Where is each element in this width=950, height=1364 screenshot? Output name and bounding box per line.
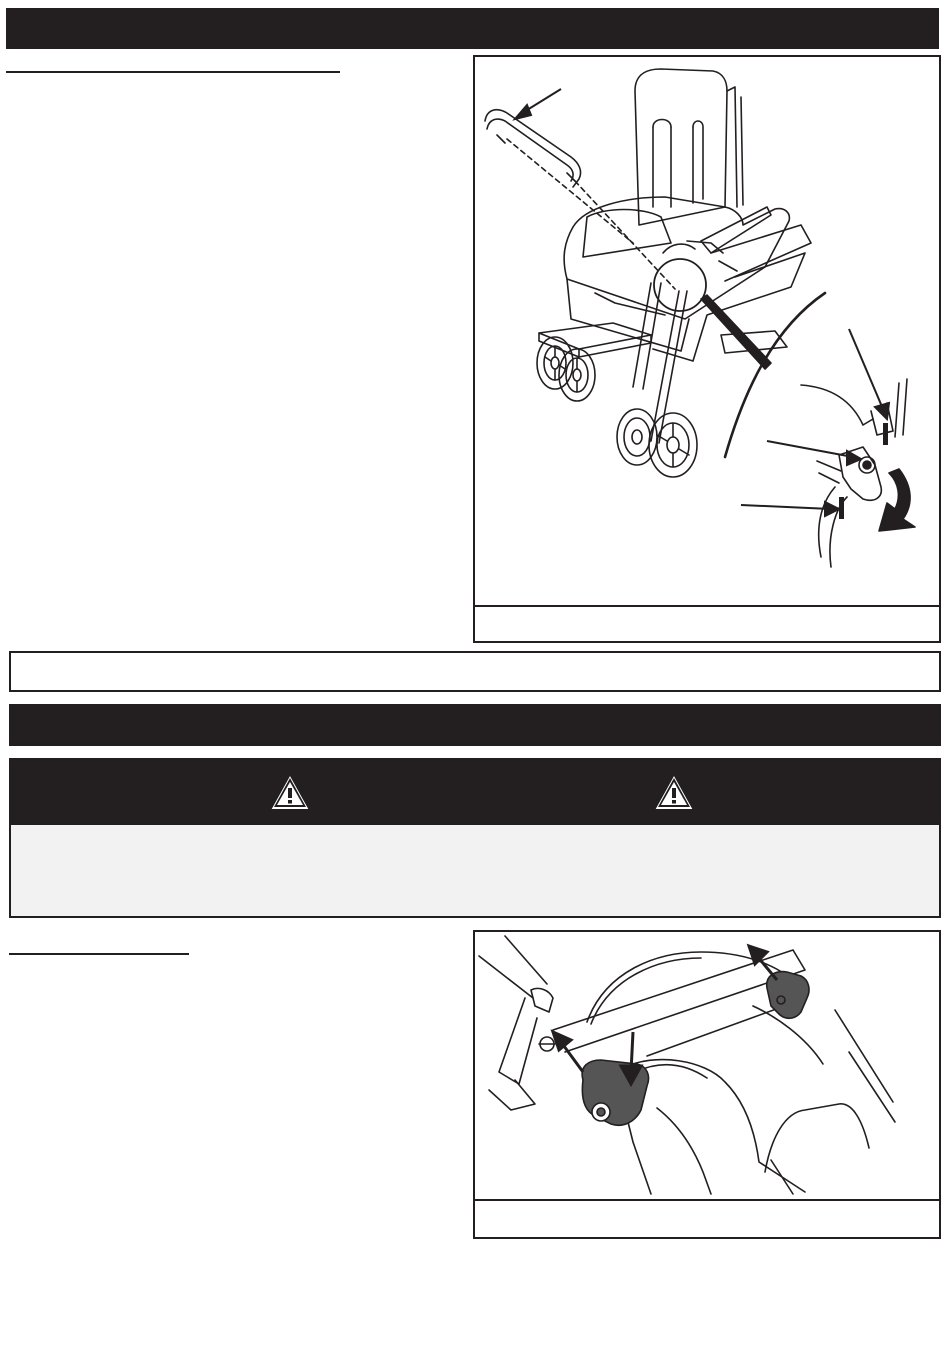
latch-slot-top xyxy=(883,423,888,445)
seat-back-rear xyxy=(635,69,727,225)
note-box xyxy=(9,651,941,692)
detail-tube xyxy=(801,385,873,425)
subheading-underline-2 xyxy=(9,953,189,955)
handlebar-release-illustration xyxy=(475,932,939,1199)
seat-fabric xyxy=(623,1060,805,1192)
alignment-line xyxy=(507,139,633,243)
rotation-arrow xyxy=(879,469,915,531)
warning-triangle-icon xyxy=(268,772,312,812)
pointer-arrow-button xyxy=(767,441,853,457)
section-header-bar-top xyxy=(6,8,939,49)
pointer-arrow-bottom xyxy=(741,505,831,509)
subheading-underline-1 xyxy=(6,71,340,73)
figure-handlebar-install xyxy=(473,55,941,643)
detail-circle xyxy=(654,259,706,311)
release-latch-right xyxy=(767,972,809,1019)
stroller-illustration xyxy=(475,57,939,605)
latch-slot-bottom xyxy=(839,497,844,519)
warning-body-panel xyxy=(9,823,941,918)
figure-caption-rule xyxy=(475,605,939,607)
footrest xyxy=(539,323,651,349)
pointer-arrow-top xyxy=(849,329,883,409)
figure-handlebar-removal xyxy=(473,930,941,1239)
handlebar xyxy=(485,110,581,187)
wheel-front-left xyxy=(537,337,573,389)
magnified-arc xyxy=(725,293,825,457)
figure-caption-rule xyxy=(475,1199,939,1201)
warning-header-bar xyxy=(9,758,941,825)
warning-triangle-icon xyxy=(652,772,696,812)
section-header-bar-middle xyxy=(9,704,941,746)
wheel-front-right-2 xyxy=(649,413,697,477)
